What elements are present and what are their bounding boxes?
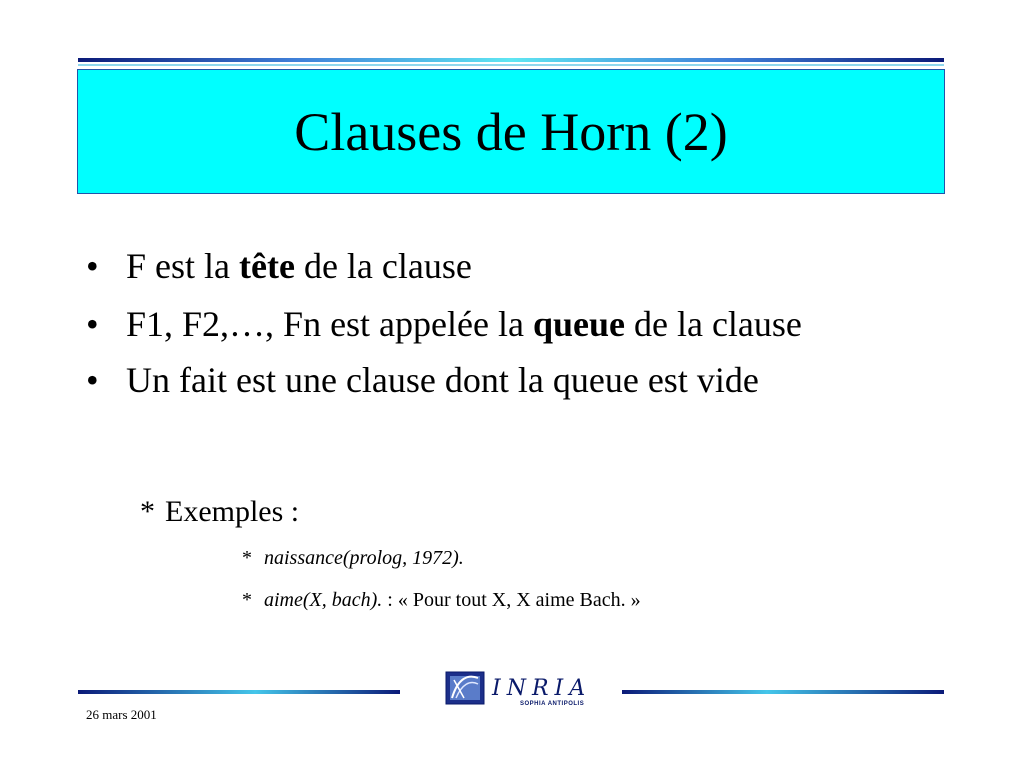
example-item xyxy=(242,546,464,570)
bullet-list xyxy=(86,245,956,415)
example-text: : « Pour tout X, X aime Bach. » xyxy=(382,589,641,611)
top-rule xyxy=(78,58,944,62)
bullet-text: F est la xyxy=(126,246,239,286)
example-item xyxy=(242,588,641,612)
logo-wordmark: INRIA xyxy=(492,676,592,701)
bullet-text: de la clause xyxy=(294,246,472,286)
bullet-dot-icon: • xyxy=(86,360,99,400)
asterisk-icon: * xyxy=(140,495,155,528)
bullet-text: F1, F2,…, Fn est appelée la xyxy=(126,304,533,344)
top-rule-thin xyxy=(78,64,944,66)
slide-title: Clauses de Horn (2) xyxy=(294,101,728,162)
bullet-text: de la clause xyxy=(624,304,802,344)
bullet-item xyxy=(86,359,956,401)
bullet-dot-icon: • xyxy=(86,304,99,344)
bullet-bold-term: tête xyxy=(239,246,295,286)
bullet-text: Un fait est une clause dont la queue est vide xyxy=(126,360,759,400)
example-code: naissance(prolog, 1972). xyxy=(264,547,464,569)
inria-logo xyxy=(442,664,600,712)
sub-bullet xyxy=(140,495,299,529)
title-box xyxy=(77,69,945,194)
example-code: aime(X, bach). xyxy=(264,589,383,611)
bullet-item xyxy=(86,303,956,345)
asterisk-icon: * xyxy=(242,589,252,611)
bottom-rule-right xyxy=(622,690,944,694)
bottom-rule-left xyxy=(78,690,400,694)
footer-date: 26 mars 2001 xyxy=(86,707,157,722)
bullet-item xyxy=(86,245,956,287)
bullet-bold-term: queue xyxy=(532,304,625,344)
logo-subtitle: SOPHIA ANTIPOLIS xyxy=(520,701,585,707)
inria-emblem-icon xyxy=(442,668,490,708)
bullet-dot-icon: • xyxy=(86,246,99,286)
asterisk-icon: * xyxy=(242,547,252,569)
sub-bullet-text: Exemples : xyxy=(165,495,300,528)
